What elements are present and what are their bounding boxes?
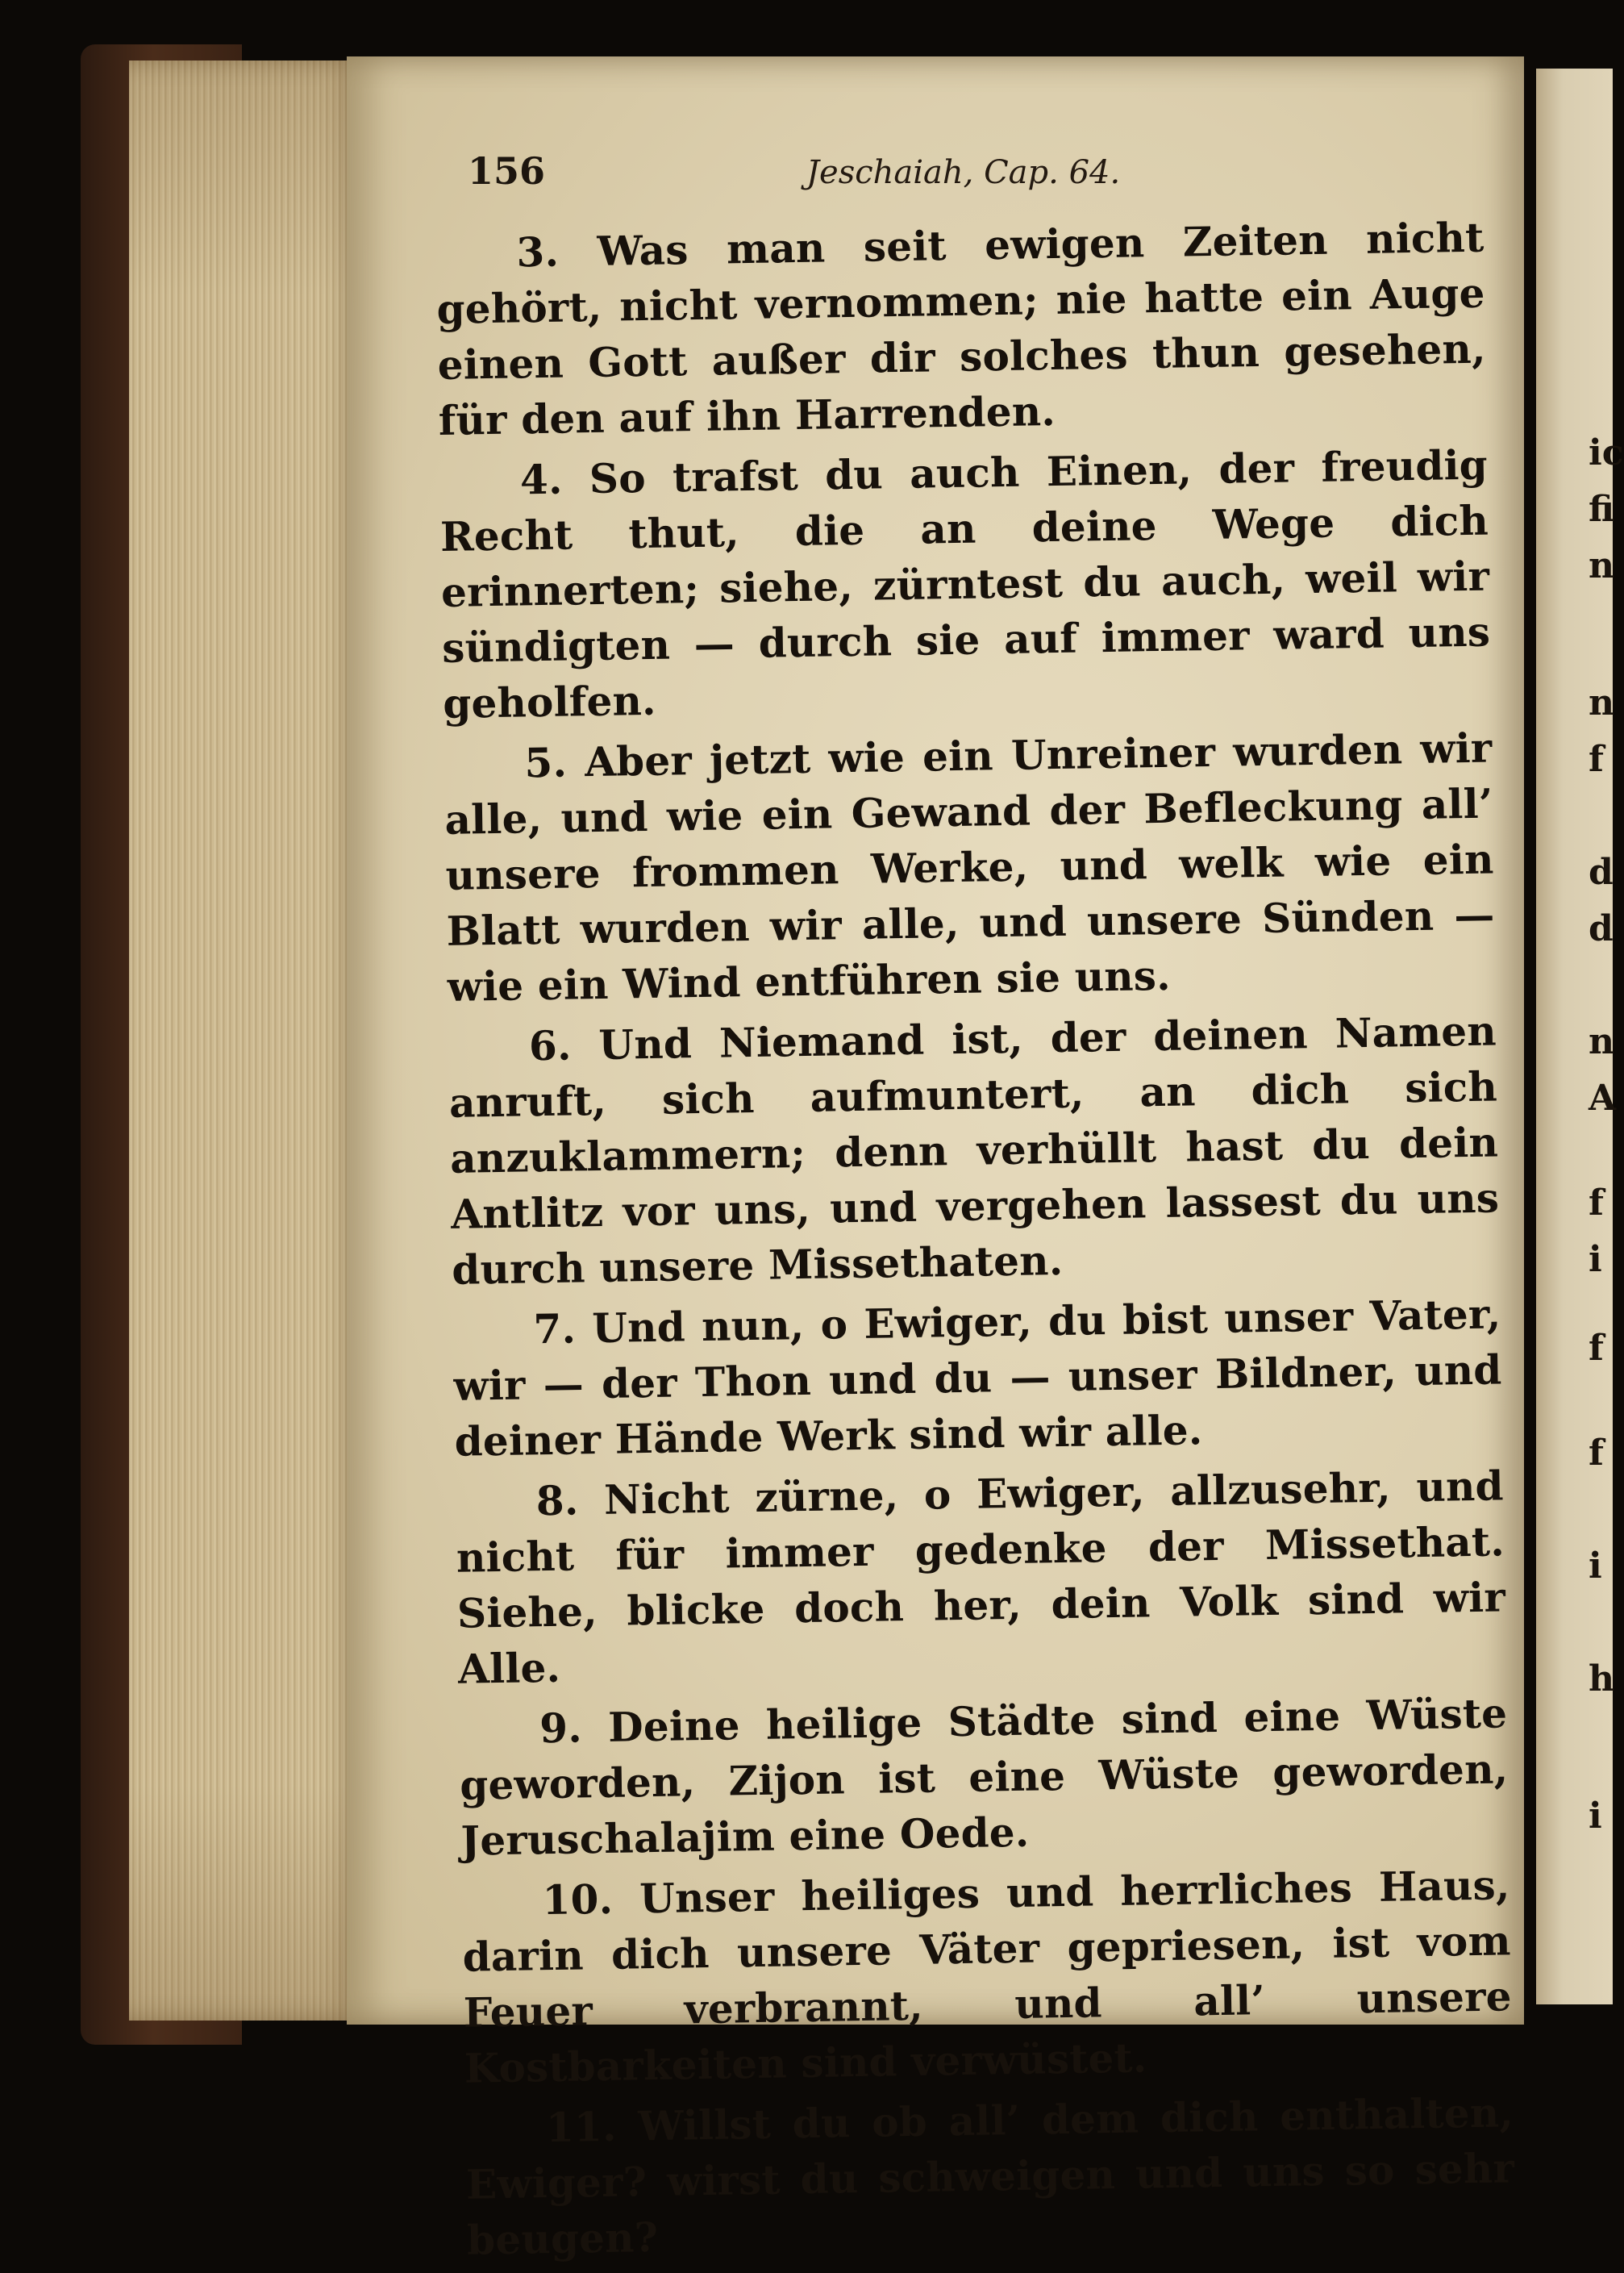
fragment: f [1589, 739, 1604, 780]
body-text [435, 210, 1516, 2273]
fragment: i [1589, 1239, 1602, 1280]
fragment: f [1589, 1433, 1604, 1474]
fragment: d [1589, 852, 1614, 893]
fragment: f [1589, 1182, 1604, 1224]
page-edges [129, 60, 363, 2021]
verse-5: 5. Aber jetzt wie ein Unreiner wurden wir alle, und wie ein Gewand der Befleckung all’ unsere frommen Werke, und welk wie ein Blatt wurden wir alle, und unsere Sünden — wie ein Wind entführen sie uns. [444, 724, 1496, 1011]
verse-6: 6. Und Niemand ist, der deinen Namen anruft, sich aufmuntert, an dich sich anzuklammern; denn verhüllt hast du dein Antlitz vor uns, und vergehen lassest du uns durch unsere Missethaten. [448, 1007, 1500, 1294]
verse-7: 7. Und nun, o Ewiger, du bist unser Vater, wir — der Thon und du — unser Bildner, und deiner Hände Werk sind wir alle. [453, 1290, 1502, 1466]
verse-11: 11. Willst du ob all’ dem dich enthalten, Ewiger? wirst du schweigen und uns so sehr beugen? [465, 2088, 1515, 2264]
verse-10: 10. Unser heiliges und herrliches Haus, darin dich unsere Väter gepriesen, ist vom Feuer verbrannt, und all’ unsere Kostbarkeiten sind verwüstet. [462, 1861, 1513, 2092]
running-head: Jeschaiah, Cap. 64. [806, 154, 1121, 191]
fragment: f [1589, 1328, 1604, 1369]
page-number: 156 [468, 149, 546, 193]
verse-3: 3. Was man seit ewigen Zeiten nicht gehört, nicht vernommen; nie hatte ein Auge einen Gott außer dir solches thun gesehen, für den auf ihn Harrenden. [436, 213, 1487, 444]
verse-4: 4. So trafst du auch Einen, der freudig Recht thut, die an deine Wege dich erinnerten; siehe, zürntest du auch, weil wir sündigten — durch sie auf immer ward uns geholfen. [439, 440, 1491, 728]
fragment: fi [1589, 489, 1614, 530]
fragment: ic [1589, 432, 1624, 473]
fragment: h [1589, 1658, 1614, 1700]
verse-9: 9. Deine heilige Städte sind eine Wüste geworden, Zijon ist eine Wüste geworden, Jeruschalajim eine Oede. [459, 1689, 1509, 1865]
page-header [468, 149, 1484, 198]
fragment: A [1589, 1078, 1617, 1119]
fragment: n [1589, 545, 1614, 586]
fragment: n [1589, 682, 1614, 724]
fragment: i [1589, 1795, 1602, 1837]
verse-8: 8. Nicht zürne, o Ewiger, allzusehr, und nicht für immer gedenke der Missethat. Siehe, blicke doch her, dein Volk sind wir Alle. [456, 1462, 1506, 1693]
fragment: d [1589, 908, 1614, 949]
fragment: n [1589, 1021, 1614, 1062]
fragment: i [1589, 1545, 1602, 1587]
